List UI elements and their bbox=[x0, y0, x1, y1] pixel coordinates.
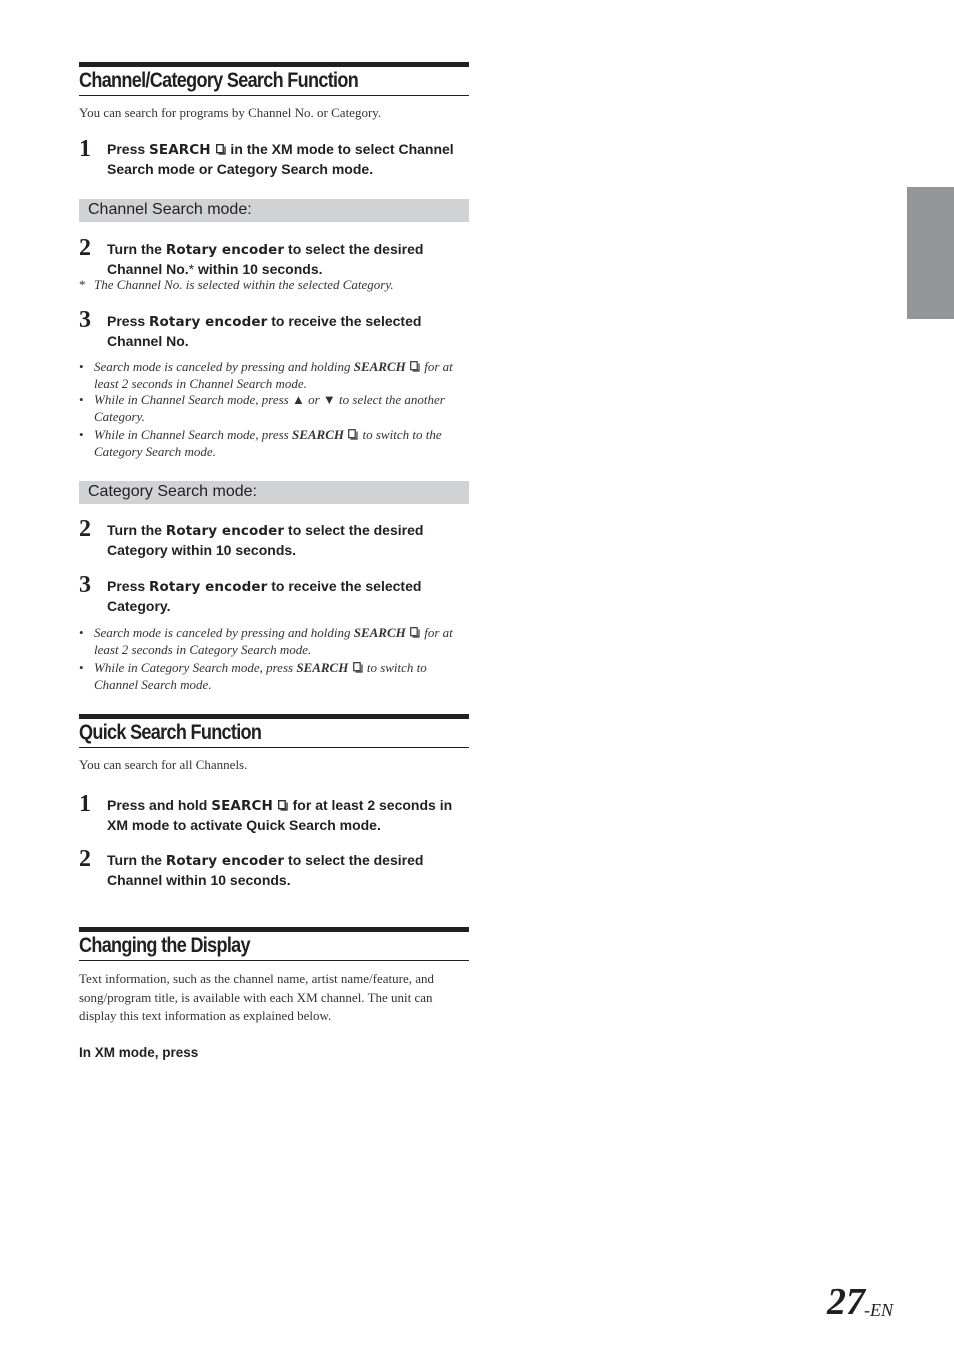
down-arrow-icon: ▼ bbox=[322, 392, 336, 407]
side-tab-marker bbox=[907, 187, 954, 319]
step-number: 3 bbox=[79, 572, 91, 598]
search-icon bbox=[348, 429, 358, 440]
section-title-changing-display bbox=[79, 927, 469, 961]
section-title-text: Quick Search Function bbox=[79, 721, 262, 744]
search-icon bbox=[278, 800, 288, 811]
note-item: • While in Channel Search mode, press SEARCH to switch to the Category Search mode. bbox=[79, 427, 442, 459]
note-item: • While in Category Search mode, press SEARCH to switch to Channel Search mode. bbox=[79, 660, 427, 692]
step-number: 2 bbox=[79, 235, 91, 261]
section-title-text: Channel/Category Search Function bbox=[79, 69, 359, 92]
search-icon bbox=[410, 627, 420, 638]
rotary-encoder-label: Rotary encoder bbox=[149, 314, 268, 330]
instruction-line: In XM mode, press bbox=[79, 1045, 199, 1060]
note-item: • Search mode is canceled by pressing and holding SEARCH for at least 2 seconds in Channel Search mode. bbox=[79, 359, 453, 391]
step-text: Turn the Rotary encoder to select the desired Channel within 10 seconds. bbox=[107, 852, 424, 888]
step-text: Press Rotary encoder to receive the selected Channel No. bbox=[107, 313, 422, 349]
step-number: 1 bbox=[79, 791, 91, 817]
section-intro: You can search for programs by Channel No. or Category. bbox=[79, 105, 382, 120]
section-title-text: Changing the Display bbox=[79, 934, 250, 957]
note-item: • While in Channel Search mode, press ▲ or ▼ to select the another Category. bbox=[79, 392, 445, 424]
page-suffix: -EN bbox=[864, 1300, 893, 1320]
step-text: Press Rotary encoder to receive the selected Category. bbox=[107, 578, 422, 614]
up-arrow-icon: ▲ bbox=[291, 392, 305, 407]
section-title-channel-category bbox=[79, 62, 469, 96]
search-icon bbox=[216, 144, 226, 155]
step-number: 3 bbox=[79, 307, 91, 333]
search-key-label: SEARCH bbox=[149, 142, 211, 158]
footnote: * The Channel No. is selected within the selected Category. bbox=[79, 277, 394, 292]
step-text: Turn the Rotary encoder to select the desired Channel No.* within 10 seconds. bbox=[107, 241, 424, 277]
search-key-label: SEARCH bbox=[211, 798, 273, 814]
rotary-encoder-label: Rotary encoder bbox=[165, 242, 285, 258]
step-text: Press SEARCH in the XM mode to select Channel Search mode or Category Search mode. bbox=[107, 141, 454, 177]
rotary-encoder-label: Rotary encoder bbox=[149, 579, 268, 595]
step-text: Press and hold SEARCH for at least 2 seconds in XM mode to activate Quick Search mode. bbox=[107, 797, 453, 833]
subheading-category-search-mode: Category Search mode: bbox=[79, 481, 469, 504]
search-icon bbox=[410, 361, 420, 372]
rotary-encoder-label: Rotary encoder bbox=[165, 523, 285, 539]
subheading-channel-search-mode: Channel Search mode: bbox=[79, 199, 469, 222]
step-text: Turn the Rotary encoder to select the desired Category within 10 seconds. bbox=[107, 522, 424, 558]
page-number: 27 bbox=[827, 1281, 865, 1323]
step-number: 2 bbox=[79, 516, 91, 542]
section-intro: You can search for all Channels. bbox=[79, 757, 248, 772]
search-icon bbox=[353, 662, 363, 673]
note-item: • Search mode is canceled by pressing and holding SEARCH for at least 2 seconds in Category Search mode. bbox=[79, 625, 453, 657]
step-number: 2 bbox=[79, 846, 91, 872]
section-intro: Text information, such as the channel name, artist name/feature, and song/program title, is available with each XM channel. The unit can display this text information as explained below. bbox=[79, 971, 435, 1023]
rotary-encoder-label: Rotary encoder bbox=[165, 853, 285, 869]
section-title-quick-search bbox=[79, 714, 469, 748]
step-number: 1 bbox=[79, 136, 91, 162]
